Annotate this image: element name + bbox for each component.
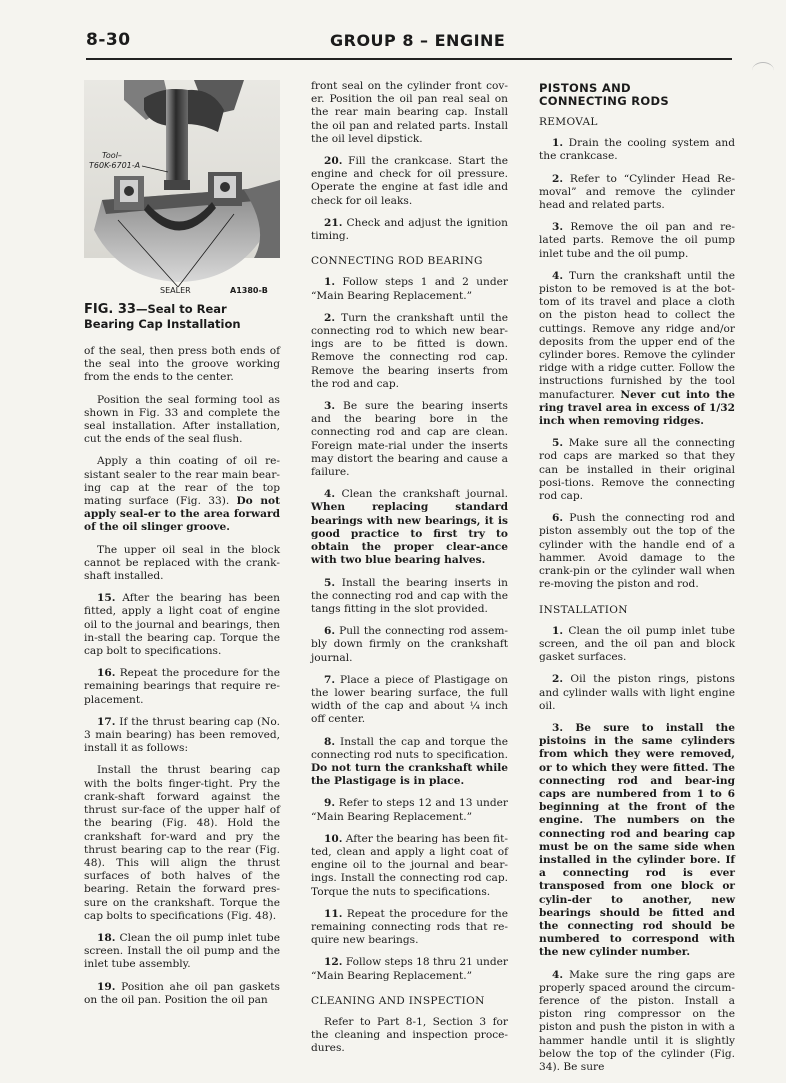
section-heading-pistons: PISTONS AND CONNECTING RODS (539, 81, 669, 108)
removal-step-6: 6. Push the connecting rod and piston assembly out the top of the cylinder with the handle end of a hammer. Avoid damage to the crank-pin or the cylinder wall when re-moving the piston and rod. (539, 512, 735, 591)
conrod-step-5: 5. Install the bearing inserts in the connecting rod and cap with the tangs fitting in the slot provided. (311, 576, 508, 615)
subheading-installation: INSTALLATION (539, 603, 628, 616)
conrod-step-1: 1. Follow steps 1 and 2 under “Main Bearing Replacement.” (311, 276, 508, 302)
install-step-2: 2. Oil the piston rings, pistons and cylinder walls with light engine oil. (539, 673, 735, 712)
removal-step-4: 4. Turn the crankshaft until the piston to be removed is at the bot-tom of its travel and place a cloth on the piston head to collect the cuttings. Remove any ridge and/or deposits from the upper end of the cylinder bores. Remove the cylinder ridge with a ridge cutter. Follow the instructions furnished by the tool manufacturer. Never cut into the ring travel area in excess of 1/32 inch when removing ridges. (539, 269, 735, 428)
figure-number: FIG. 33 (84, 302, 136, 317)
conrod-step-9: 9. Refer to steps 12 and 13 under “Main Bearing Replacement.” (311, 797, 508, 823)
install-step-4: 4. Make sure the ring gaps are properly spaced around the circum-ference of the piston. Install a piston ring compressor on the piston and push the piston in with a hammer handle until it is slightly below the top of the cylinder (Fig. 34). Be sure (539, 968, 735, 1073)
paragraph: Install the thrust bearing cap with the bolts finger-tight. Pry the crank-shaft forward against the thrust sur-face of the upper half of the bearing (Fig. 48). Hold the crankshaft for-ward and pry the thrust bearing cap to the rear (Fig. 48). This will align the thrust surfaces of both halves of the bearing. Retain the forward pres-sure on the crankshaft. Torque the cap bolts to specifications (Fig. 48). (84, 764, 280, 922)
conrod-step-6: 6. Pull the connecting rod assem-bly down firmly on the crankshaft journal. (311, 625, 508, 664)
section-heading-cleaning-inspection: CLEANING AND INSPECTION (311, 994, 485, 1007)
tool-label-2: T60K-6701-A (89, 161, 141, 170)
removal-step-2: 2. Refer to “Cylinder Head Re-moval” and remove the cylinder head and related parts. (539, 172, 735, 212)
conrod-step-11: 11. Repeat the procedure for the remaining connecting rods that re-quire new bearings. (311, 907, 508, 947)
seal-tool-illustration (84, 80, 280, 294)
removal-step-1: 1. Drain the cooling system and the crankcase. (539, 137, 735, 163)
install-step-1: 1. Clean the oil pump inlet tube screen, and the oil pan and block gasket surfaces. (539, 624, 735, 664)
page-header (0, 0, 786, 70)
conrod-step-8: 8. Install the cap and torque the connecting rod nuts to specification. Do not turn the crankshaft while the Plastigage is in place. (311, 735, 508, 788)
figure-caption (84, 302, 280, 331)
conrod-step-10: 10. After the bearing has been fit-ted, clean and apply a light coat of engine oil to the journal and bear-ings. Install the connecting rod cap. Torque the nuts to specifications. (311, 832, 509, 898)
step-16: 16. Repeat the procedure for the remaining bearings that require re-placement. (84, 667, 280, 706)
tool-label-1: Tool– (102, 151, 122, 160)
column-2 (311, 80, 508, 1065)
header-rule (86, 58, 732, 60)
step-19: 19. Position ahe oil pan gaskets on the oil pan. Position the oil pan (84, 980, 280, 1006)
paragraph: Apply a thin coating of oil re-sistant sealer to the rear main bear-ing cap at the rear of the top mating surface (Fig. 33). Do not apply seal-er to the area forward of the oil slinger groove. (84, 455, 280, 534)
install-step-3: 3. Be sure to install the pistoins in the same cylinders from which they were removed, or to which they were fitted. The connecting rod and bear-ing caps are numbered from 1 to 6 beginning at the front of the engine. The numbers on the connecting rod and bearing cap must be on the same side when installed in the cylinder bore. If a connecting rod is ever transposed from one block or cylin-der to another, new bearings should be fitted and the connecting rod should be numbered to correspond with the new cylinder number. (539, 721, 735, 959)
group-title: GROUP 8 – ENGINE (330, 31, 506, 50)
paragraph: Refer to Part 8-1, Section 3 for the cleaning and inspection proce-dures. (311, 1015, 508, 1055)
figure-code: A1380-B (230, 286, 268, 294)
figure-33 (84, 80, 280, 294)
conrod-step-4: 4. Clean the crankshaft journal. When replacing standard bearings with new bearings, it is good practice to first try to obtain the proper clear-ance with two blue bearing halves. (311, 488, 508, 567)
conrod-step-12: 12. Follow steps 18 thru 21 under “Main Bearing Replacement.” (311, 956, 508, 982)
paragraph: front seal on the cylinder front cov-er. Position the oil pan real seal on the rear main bearing cap. Install the oil pan and related parts. Install the oil level dipstick. (311, 80, 508, 145)
step-20: 20. Fill the crankcase. Start the engine and check for oil pressure. Operate the engine at fast idle and check for oil leaks. (311, 155, 508, 207)
column-1 (84, 80, 280, 1016)
corner-mark (752, 62, 774, 79)
conrod-step-3: 3. Be sure the bearing inserts and the bearing bore in the connecting rod and cap are clean. Foreign mate-rial under the inserts may distort the bearing and cause a failure. (311, 400, 508, 479)
page-number: 8-30 (86, 30, 131, 50)
sealer-label: SEALER (160, 286, 191, 294)
removal-step-5: 5. Make sure all the connecting rod caps are marked so that they can be installed in their original posi-tions. Remove the connecting rod cap. (539, 437, 735, 503)
column-3 (539, 80, 735, 1083)
paragraph: The upper oil seal in the block cannot be replaced with the crank-shaft installed. (84, 543, 280, 583)
step-18: 18. Clean the oil pump inlet tube screen. Install the oil pump and the inlet tube assembly. (84, 931, 280, 971)
removal-step-3: 3. Remove the oil pan and re-lated parts. Remove the oil pump inlet tube and the oil pump. (539, 221, 735, 260)
conrod-step-7: 7. Place a piece of Plastigage on the lower bearing surface, the full width of the cap and about ¼ inch off center. (311, 673, 508, 726)
step-15: 15. After the bearing has been fitted, apply a light coat of engine oil to the journal and bearings, then in-stall the bearing cap. Torque the cap bolt to specifications. (84, 592, 280, 658)
step-21: 21. Check and adjust the ignition timing. (311, 216, 508, 243)
step-17: 17. If the thrust bearing cap (No. 3 main bearing) has been removed, install it as follows: (84, 715, 280, 755)
paragraph: of the seal, then press both ends of the seal into the groove working from the ends to the center. (84, 345, 280, 384)
figure-caption-text: —Seal to Rear Bearing Cap Installation (84, 302, 241, 331)
section-heading-connecting-rod-bearing: CONNECTING ROD BEARING (311, 255, 483, 268)
paragraph: Position the seal forming tool as shown in Fig. 33 and complete the seal installation. After installation, cut the ends of the seal flush. (84, 393, 280, 446)
conrod-step-2: 2. Turn the crankshaft until the connecting rod to which new bear-ings are to be fitted is down. Remove the connecting rod cap. Remove the bearing inserts from the rod and cap. (311, 311, 508, 390)
subheading-removal: REMOVAL (539, 116, 598, 128)
